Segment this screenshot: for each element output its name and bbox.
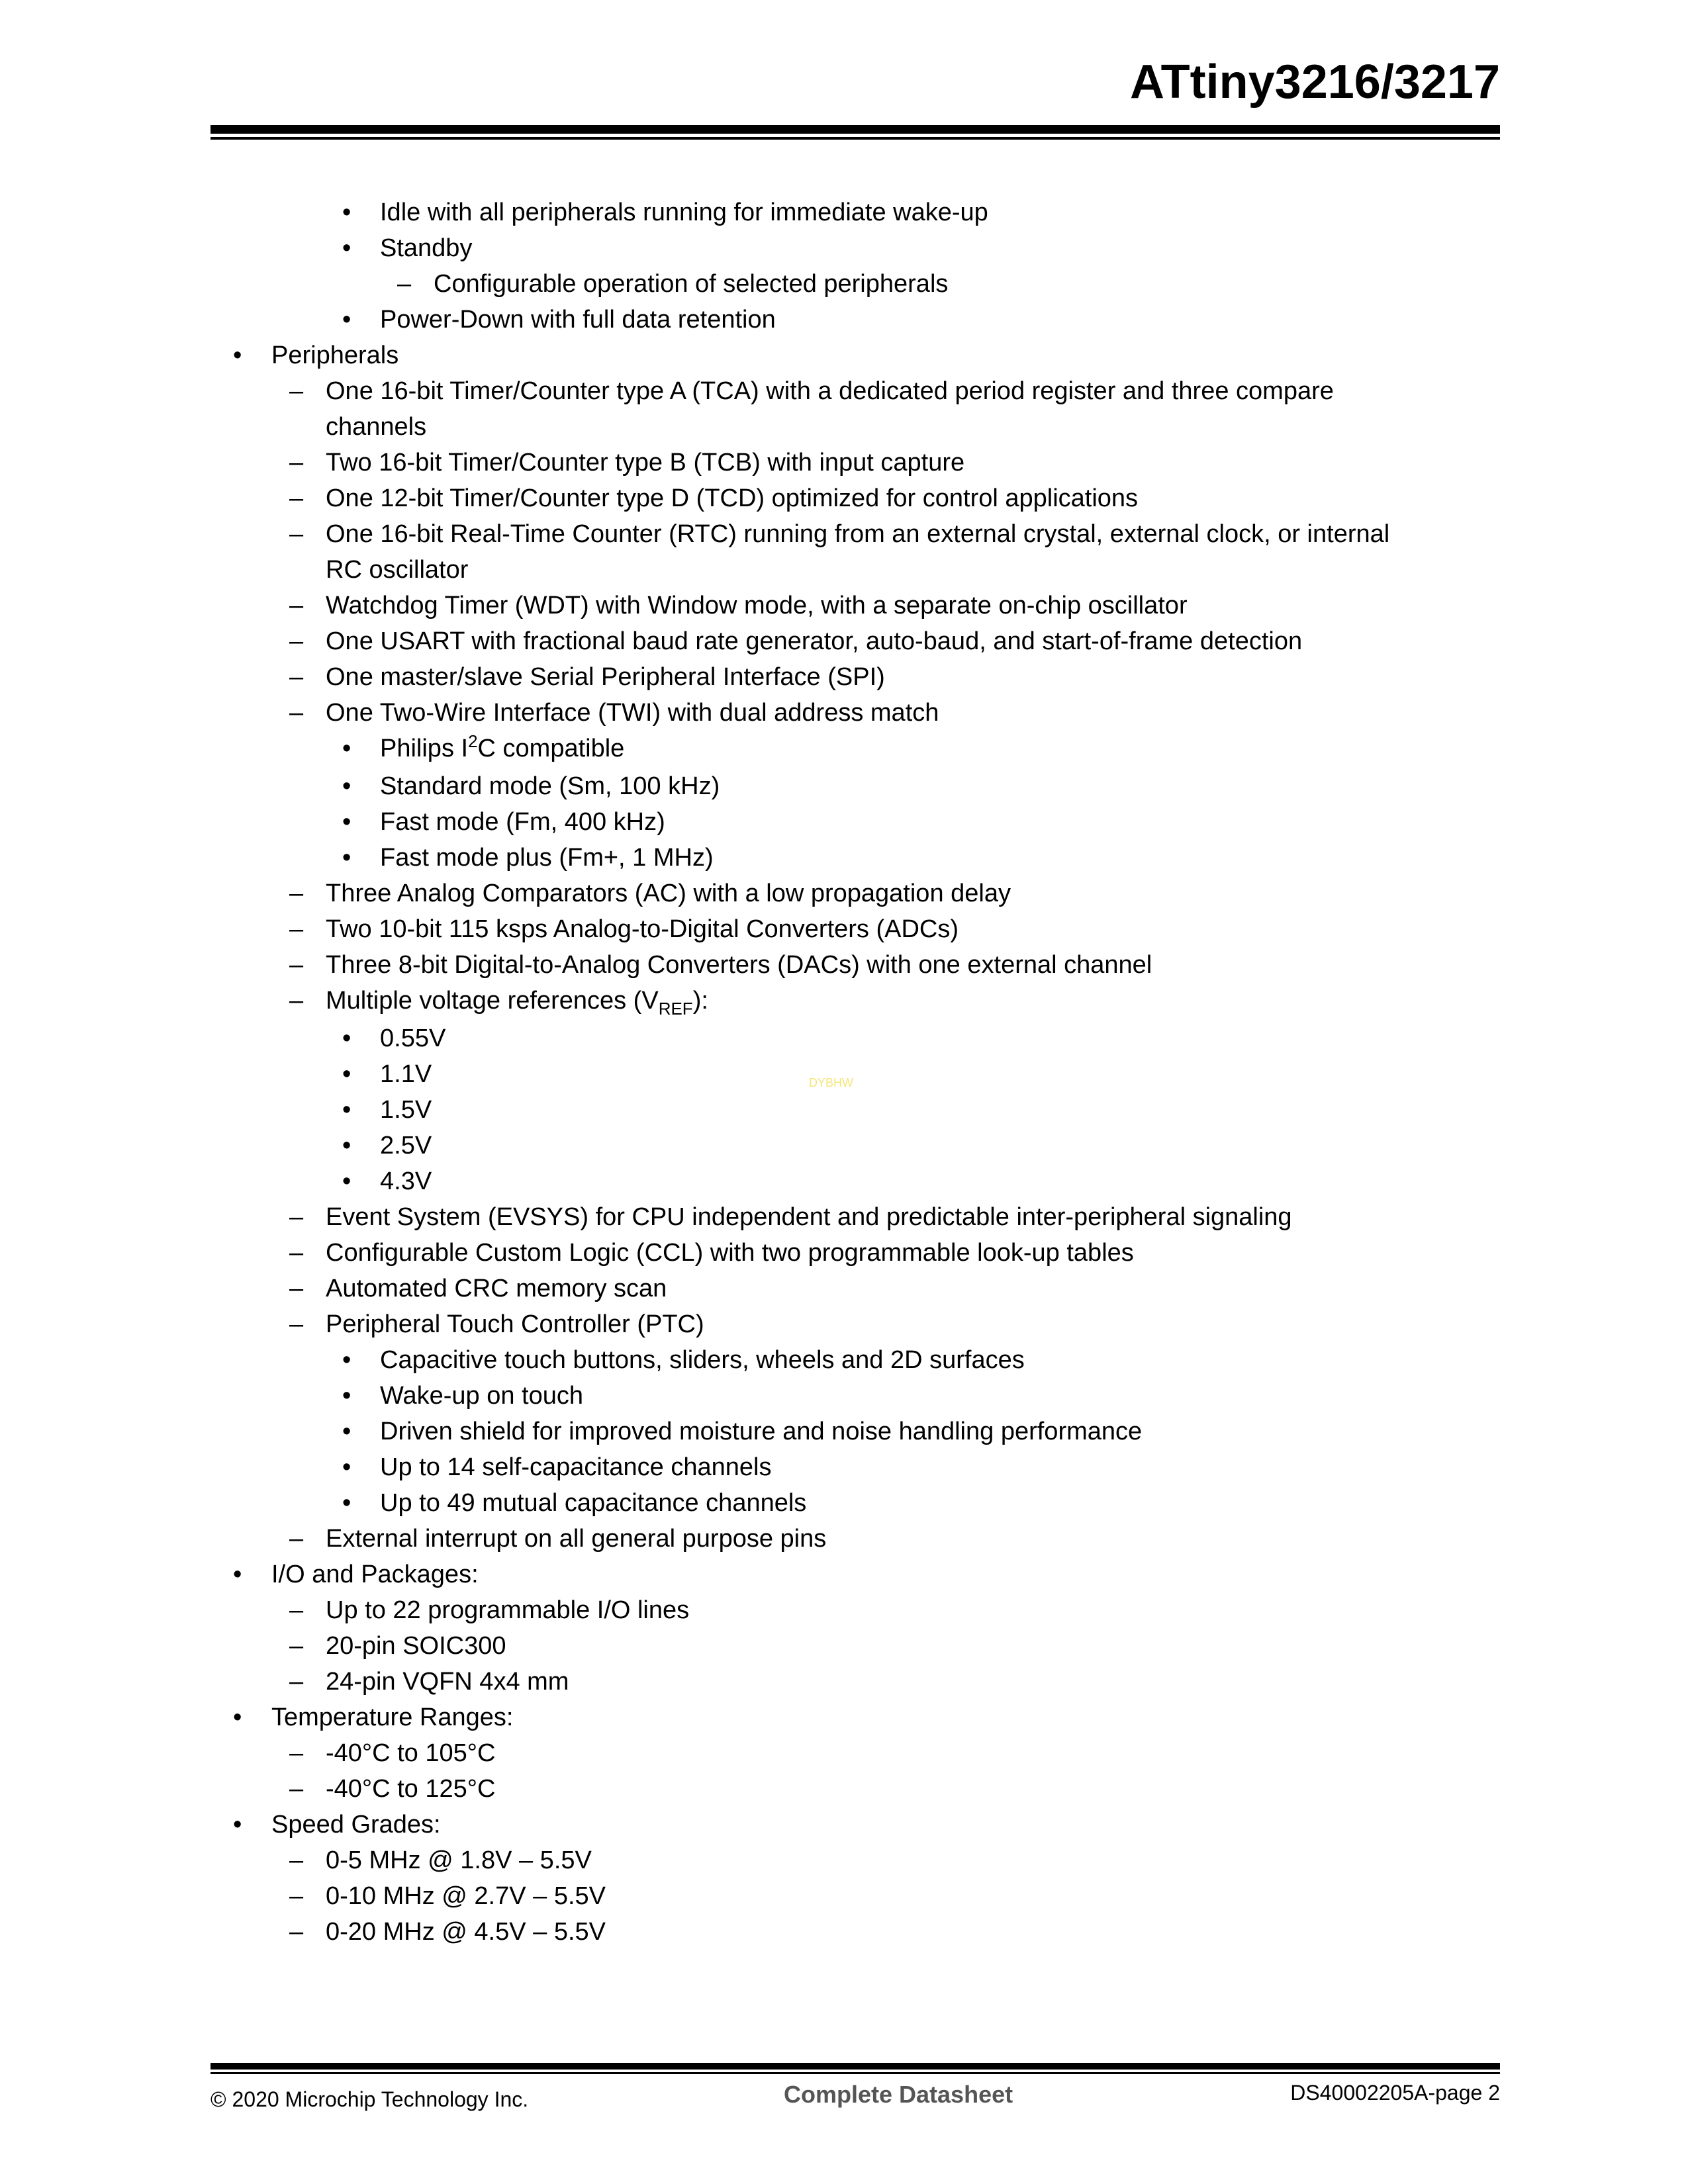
bullet-marker: • — [342, 1489, 352, 1517]
list-item-text: Idle with all peripherals running for immediate wake-up — [380, 199, 988, 226]
bullet-marker: • — [342, 199, 352, 226]
list-item — [0, 1271, 1688, 1306]
list-item-text: Standby — [380, 234, 473, 262]
dash-marker: – — [289, 1239, 304, 1267]
header-rule-thick — [211, 125, 1500, 134]
bullet-marker: • — [342, 1060, 352, 1088]
list-item-text: One 12-bit Timer/Counter type D (TCD) optimized for control applications — [326, 484, 1139, 512]
list-item-text: Up to 14 self-capacitance channels — [380, 1453, 772, 1481]
list-item — [0, 373, 1688, 445]
list-item — [0, 1414, 1688, 1449]
list-item-text: Peripheral Touch Controller (PTC) — [326, 1310, 704, 1338]
list-item-text: One 16-bit Timer/Counter type A (TCA) with a dedicated period register and three compare channels — [326, 377, 1334, 441]
list-item-text: -40°C to 105°C — [326, 1739, 496, 1767]
bullet-marker: • — [342, 234, 352, 262]
list-item — [0, 1521, 1688, 1557]
dash-marker: – — [289, 377, 304, 405]
list-item — [0, 1163, 1688, 1199]
dash-marker: – — [289, 1918, 304, 1946]
list-item — [0, 1628, 1688, 1664]
dash-marker: – — [289, 880, 304, 907]
list-item-text: 1.5V — [380, 1096, 432, 1124]
list-item-text: Two 16-bit Timer/Counter type B (TCB) with input capture — [326, 449, 965, 477]
list-item — [0, 804, 1688, 840]
list-item — [0, 659, 1688, 695]
dash-marker: – — [289, 1596, 304, 1624]
dash-marker: – — [289, 915, 304, 943]
dash-marker: – — [289, 1668, 304, 1696]
bullet-marker: • — [342, 1167, 352, 1195]
list-item — [0, 947, 1688, 983]
list-item-text: 20-pin SOIC300 — [326, 1632, 506, 1660]
list-item-text: Power-Down with full data retention — [380, 306, 776, 334]
bullet-marker: • — [233, 1811, 242, 1839]
dash-marker: – — [289, 484, 304, 512]
bullet-marker: • — [342, 844, 352, 872]
dash-marker: – — [289, 663, 304, 691]
list-item — [0, 1235, 1688, 1271]
header-rule-thin — [211, 137, 1500, 140]
dash-marker: – — [289, 951, 304, 979]
list-item — [0, 1485, 1688, 1521]
footer-copyright: © 2020 Microchip Technology Inc. — [211, 2087, 529, 2111]
dash-marker: – — [289, 1203, 304, 1231]
list-item — [0, 623, 1688, 659]
bullet-marker: • — [233, 341, 242, 369]
list-item — [0, 768, 1688, 804]
list-item — [0, 1021, 1688, 1056]
bullet-marker: • — [342, 1382, 352, 1410]
list-item — [0, 731, 1688, 768]
list-item-text: Multiple voltage references $(V_{REF})$: — [326, 987, 708, 1019]
dash-marker: – — [289, 987, 304, 1015]
dash-marker: – — [397, 270, 412, 298]
dash-marker: – — [289, 627, 304, 655]
list-item-text: 4.3V — [380, 1167, 432, 1195]
list-item — [0, 1306, 1688, 1342]
list-item — [0, 1342, 1688, 1378]
list-item-text: One Two-Wire Interface (TWI) with dual address match — [326, 699, 939, 727]
list-item — [0, 302, 1688, 338]
list-item-text: Automated CRC memory scan — [326, 1275, 667, 1302]
list-item-text: 0-5 MHz @ 1.8V – 5.5V — [326, 1846, 592, 1874]
list-item-text: Configurable Custom Logic (CCL) with two programmable look-up tables — [326, 1239, 1134, 1267]
bullet-marker: • — [342, 1346, 352, 1374]
list-item — [0, 1807, 1688, 1843]
footer-rule-thin — [211, 2072, 1500, 2074]
list-item-text: Configurable operation of selected peripherals — [434, 270, 949, 298]
list-item-text: One USART with fractional baud rate generator, auto-baud, and start-of-frame detection — [326, 627, 1303, 655]
dash-marker: – — [289, 520, 304, 548]
list-item-text: Watchdog Timer (WDT) with Window mode, with a separate on-chip oscillator — [326, 592, 1188, 619]
list-item — [0, 195, 1688, 230]
list-item-text: Driven shield for improved moisture and noise handling performance — [380, 1418, 1143, 1445]
list-item — [0, 876, 1688, 911]
dash-marker: – — [289, 1310, 304, 1338]
list-item — [0, 1199, 1688, 1235]
list-item-text: Three 8-bit Digital-to-Analog Converters (DACs) with one external channel — [326, 951, 1152, 979]
document-title: ATtiny3216/3217 — [1130, 56, 1500, 109]
list-item-text: One master/slave Serial Peripheral Interface (SPI) — [326, 663, 885, 691]
list-item-text: 0.55V — [380, 1024, 446, 1052]
list-item-text: 2.5V — [380, 1132, 432, 1160]
list-item — [0, 588, 1688, 623]
list-item-text: I/O and Packages: — [271, 1561, 479, 1588]
list-item-text: 0-20 MHz @ 4.5V – 5.5V — [326, 1918, 606, 1946]
list-item — [0, 1592, 1688, 1628]
list-item — [0, 445, 1688, 480]
list-item-text: One 16-bit Real-Time Counter (RTC) running from an external crystal, external clock, or internal RC oscillator — [326, 520, 1390, 584]
dash-marker: – — [289, 1739, 304, 1767]
dash-marker: – — [289, 1775, 304, 1803]
list-item — [0, 266, 1688, 302]
list-item — [0, 480, 1688, 516]
bullet-marker: • — [342, 1024, 352, 1052]
list-item — [0, 911, 1688, 947]
dash-marker: – — [289, 592, 304, 619]
list-item-text: Speed Grades: — [271, 1811, 441, 1839]
bullet-marker: • — [342, 735, 352, 762]
dash-marker: – — [289, 1275, 304, 1302]
list-item — [0, 1092, 1688, 1128]
list-item — [0, 230, 1688, 266]
list-item — [0, 516, 1688, 588]
list-item — [0, 983, 1688, 1021]
list-item-text: Standard mode (Sm, 100 kHz) — [380, 772, 720, 800]
list-item-text: Event System (EVSYS) for CPU independent and predictable inter-peripheral signaling — [326, 1203, 1292, 1231]
feature-list — [0, 195, 1688, 1950]
list-item-text: Capacitive touch buttons, sliders, wheels and 2D surfaces — [380, 1346, 1025, 1374]
list-item-text: Fast mode plus (Fm+, 1 MHz) — [380, 844, 714, 872]
list-item — [0, 1557, 1688, 1592]
dash-marker: – — [289, 1846, 304, 1874]
list-item-text: Two 10-bit 115 ksps Analog-to-Digital Converters (ADCs) — [326, 915, 959, 943]
list-item-text: 24-pin VQFN 4x4 mm — [326, 1668, 569, 1696]
list-item — [0, 1878, 1688, 1914]
dash-marker: – — [289, 1525, 304, 1553]
list-item-text: Up to 22 programmable I/O lines — [326, 1596, 690, 1624]
list-item-text: 1.1V — [380, 1060, 432, 1088]
bullet-marker: • — [342, 772, 352, 800]
list-item — [0, 1735, 1688, 1771]
footer-doc-id: DS40002205A-page 2 — [1290, 2081, 1500, 2105]
list-item — [0, 1378, 1688, 1414]
list-item-text: Wake-up on touch — [380, 1382, 583, 1410]
bullet-marker: • — [233, 1561, 242, 1588]
watermark: DYBHW — [809, 1076, 853, 1089]
list-item — [0, 338, 1688, 373]
bullet-marker: • — [342, 1453, 352, 1481]
footer-rule-thick — [211, 2063, 1500, 2070]
list-item — [0, 695, 1688, 731]
dash-marker: – — [289, 699, 304, 727]
list-item-text: Philips $I^2C$ compatible — [380, 731, 625, 762]
bullet-marker: • — [342, 306, 352, 334]
bullet-marker: • — [342, 808, 352, 836]
list-item — [0, 1664, 1688, 1700]
list-item-text: Peripherals — [271, 341, 399, 369]
list-item-text: Up to 49 mutual capacitance channels — [380, 1489, 807, 1517]
footer-doc-type: Complete Datasheet — [784, 2081, 1013, 2108]
dash-marker: – — [289, 449, 304, 477]
bullet-marker: • — [342, 1132, 352, 1160]
list-item-text: 0-10 MHz @ 2.7V – 5.5V — [326, 1882, 606, 1910]
dash-marker: – — [289, 1882, 304, 1910]
bullet-marker: • — [342, 1096, 352, 1124]
list-item — [0, 1128, 1688, 1163]
bullet-marker: • — [233, 1704, 242, 1731]
list-item-text: -40°C to 125°C — [326, 1775, 496, 1803]
list-item — [0, 1914, 1688, 1950]
bullet-marker: • — [342, 1418, 352, 1445]
list-item-text: Three Analog Comparators (AC) with a low propagation delay — [326, 880, 1011, 907]
list-item-text: External interrupt on all general purpose pins — [326, 1525, 827, 1553]
dash-marker: – — [289, 1632, 304, 1660]
list-item-text: Temperature Ranges: — [271, 1704, 514, 1731]
list-item — [0, 1771, 1688, 1807]
list-item-text: Fast mode (Fm, 400 kHz) — [380, 808, 665, 836]
list-item — [0, 1700, 1688, 1735]
list-item — [0, 1449, 1688, 1485]
list-item — [0, 840, 1688, 876]
list-item — [0, 1843, 1688, 1878]
